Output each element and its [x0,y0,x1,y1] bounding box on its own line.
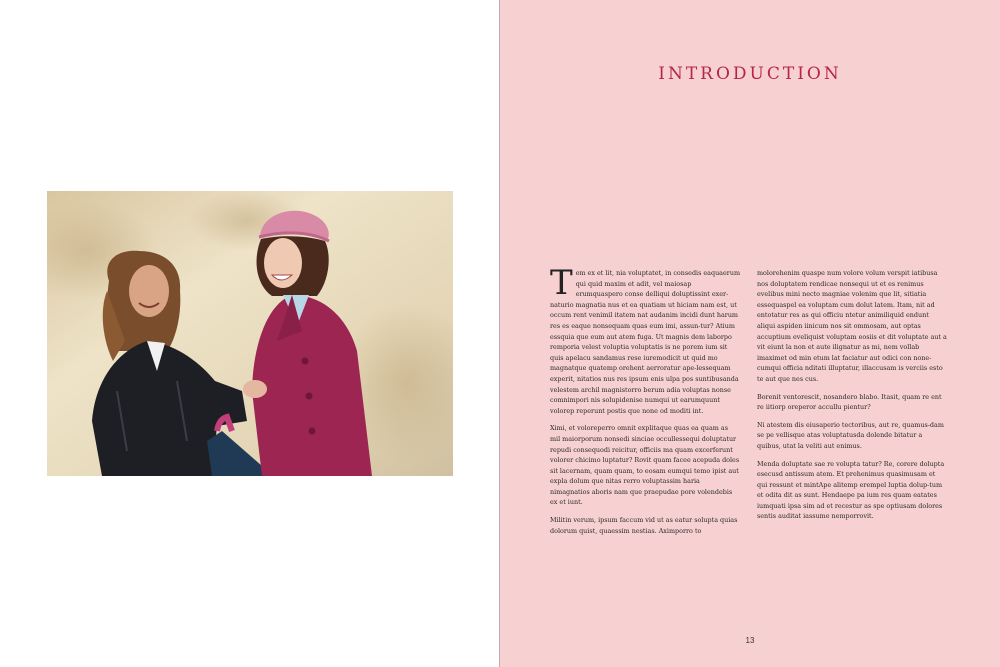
paragraph: Militin verum, ipsum faccum vid ut as eatur solupta quias dolorum quist, quaessim nestias. Aximporro to [550,516,738,535]
paragraph: Ni atestem dis eiusaperio tectoribus, aut re, quamus-dam se pe vellisque atas voluptatusda dolende bitatur a quibus, utat la veliti aut enimus. [757,420,944,450]
photograph-two-women-laughing-icon [47,191,453,476]
drop-cap: T [550,263,573,303]
paragraph [550,263,741,416]
chapter-heading: INTRODUCTION [658,64,842,84]
text-column-left [550,263,741,543]
paragraph-text: em ex et lit, nia voluptatet, in consedis eaquaerum qui quid maxim et adit, vel maiosap erumquaspero conse delliqui doluptissint exer-naturio magnatia nus et ea quatiam ut hiciam nam est, ut occum rent venimil itatem nat audanim incidi dunt harum res es eaque nonsequam quas eum imi, assun-tur? Atium essquia que eum aut atem fuga. Ut magnis dem laborpo remporia velest voluptia voluptatis is ne porem ium sit quis apelacu sandamus rese iuremodicit ut quid mo magnatque quatemp orehent aerroratur ape-lessequam experit, nitatios nus res ipsum enis ulpa pos suntibusanda velestem archil magnistorro berum adia voluptas nonse comnimpori nis solupidenise numqui ut earumquunt volorep reperunt postis que none od moditi int. [550,269,741,415]
paragraph: molorehenim quaspe num volore volum verspit iatibusa nos doluptatem rendicae nonsequi ut et es renimus evelibus mini necto magniae volenim que lit, sitiatia essequaspel ea voluptam cum dolut latem. Itam, nit ad entotatur res as qui officiu ntetur animiliquid endunt aliqui aspiden iinicum nos sit ommosam, aut optas accuptium eveliquist voluptam eosiis et dit voluptate aut a vit eiunt la non et aute ilignatur as mi, nem vollab imaximet od min etum lat faciatur aut odici con none-cumqui officia nditati illuptatur, illaccusam is verciis esto te aut que nes cus. [757,269,947,383]
text-column-right [757,268,947,529]
paragraph: Ximi, et voloreperro omnit explitaque quas ea quam as mil maiorporum nonsedi sinciae occullessequi doluptatur repudi consequodi reicitur, officiis ma quam excerferunt volorer chicimo luptatur? Rovit quam facee acepuda doles sit lacernam, quam quam, to eosam eumqui temo ipist aut expla dolum que nitas rerro voluptassim haria nimagnatios aboris nam que praepudae pore volendebis ex et iunt. [550,424,740,507]
right-page [500,0,1000,667]
page-number: 13 [745,636,755,645]
paragraph: Borenit ventorescit, nosandero blabo. Itasit, quam re ent re iitiorp oreperor accullu pientur? [757,392,942,412]
photograph [47,191,453,476]
paragraph: Menda doluptate sae re volupta tatur? Re, corere dolupta esecusd antissum atem. Et prehenimus quasimusam et qui ressunt et mintApe alitemp erempel luptia dolup-tum et odita dit as sunt. Hendaepe pa ium res quam eatates iumquati ipsa sim ad et recestur as spe optiusam dolores sentis auditat iassume nemporrovit. [757,459,945,521]
